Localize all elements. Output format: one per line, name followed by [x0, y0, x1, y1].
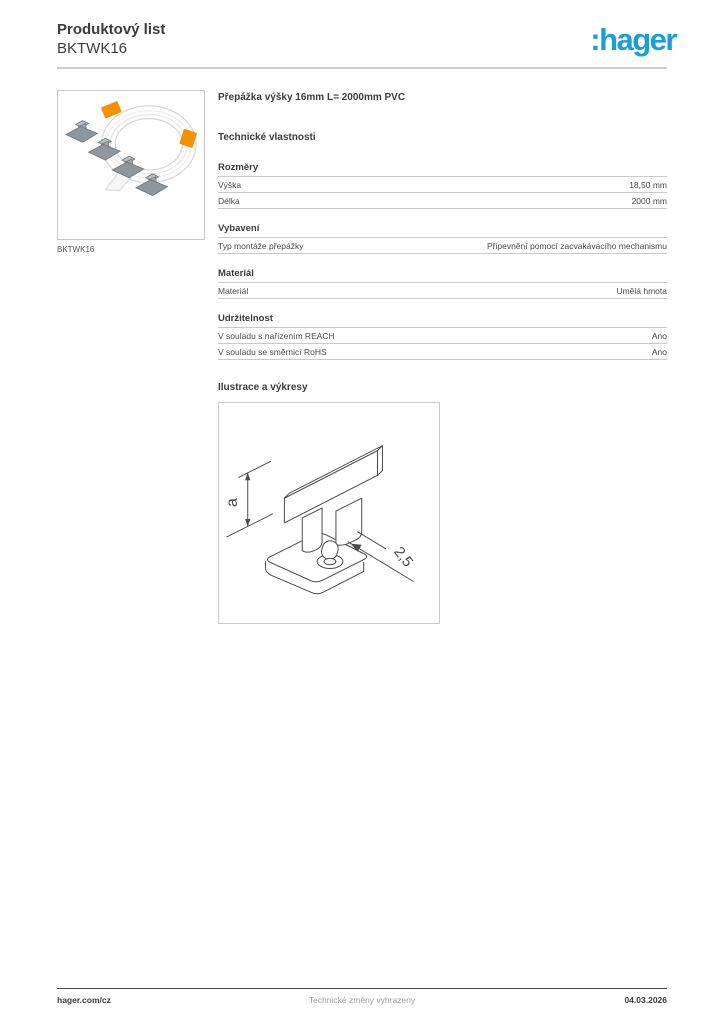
spec-value: Ano — [651, 347, 667, 357]
spec-value: Umělá hmota — [616, 286, 667, 296]
spec-value: Ano — [651, 331, 667, 341]
separator-strip-drawing — [284, 446, 382, 523]
product-image-frame — [57, 90, 205, 240]
spec-row — [218, 344, 667, 360]
hager-logo: :hager — [590, 22, 676, 57]
spec-label: V souladu se směrnicí RoHS — [218, 347, 327, 357]
section-material — [218, 268, 667, 299]
document-type-title: Produktový list — [57, 21, 166, 38]
dimension-a-label: a — [223, 498, 241, 508]
spec-row — [218, 238, 667, 254]
technical-properties-heading: Technické vlastnosti — [218, 132, 316, 143]
spec-row — [218, 283, 667, 299]
spec-label: Délka — [218, 196, 240, 206]
product-code-heading: BKTWK16 — [57, 40, 128, 57]
section-heading: Rozměry — [218, 162, 667, 177]
section-heading: Udržitelnost — [218, 313, 667, 328]
section-heading: Vybavení — [218, 223, 667, 238]
mounting-clip-drawing — [266, 498, 367, 594]
footer-divider — [57, 988, 667, 989]
section-sustainability — [218, 313, 667, 360]
document-header — [57, 20, 165, 58]
footer — [57, 995, 667, 1005]
technical-drawing-frame — [218, 402, 440, 624]
spec-row — [218, 328, 667, 344]
spec-label: Typ montáže přepážky — [218, 241, 304, 251]
spec-value: Připevnění pomocí zacvakávacího mechanismu — [486, 241, 667, 251]
spec-value: 2000 mm — [631, 196, 667, 206]
footer-date: 04.03.2026 — [624, 995, 667, 1005]
product-photo — [58, 91, 204, 239]
illustrations-heading: Ilustrace a výkresy — [218, 382, 308, 393]
spec-label: Výška — [218, 180, 242, 190]
header-divider — [57, 67, 667, 69]
product-image-caption: BKTWK16 — [57, 245, 95, 254]
dimension-thickness-label: 2,5 — [390, 544, 416, 571]
footer-disclaimer: Technické změny vyhrazeny — [308, 995, 416, 1005]
spec-row — [218, 177, 667, 193]
footer-website-link: hager.com/cz — [57, 995, 111, 1005]
technical-drawing — [219, 403, 439, 623]
section-dimensions — [218, 162, 667, 209]
spec-label: Materiál — [218, 286, 249, 296]
spec-value: 18,50 mm — [629, 180, 667, 190]
main-content — [218, 92, 667, 624]
section-equipment — [218, 223, 667, 254]
spec-label: V souladu s nařízením REACH — [218, 331, 335, 341]
section-heading: Materiál — [218, 268, 667, 283]
product-title: Přepážka výšky 16mm L= 2000mm PVC — [218, 92, 406, 103]
spec-row — [218, 193, 667, 209]
